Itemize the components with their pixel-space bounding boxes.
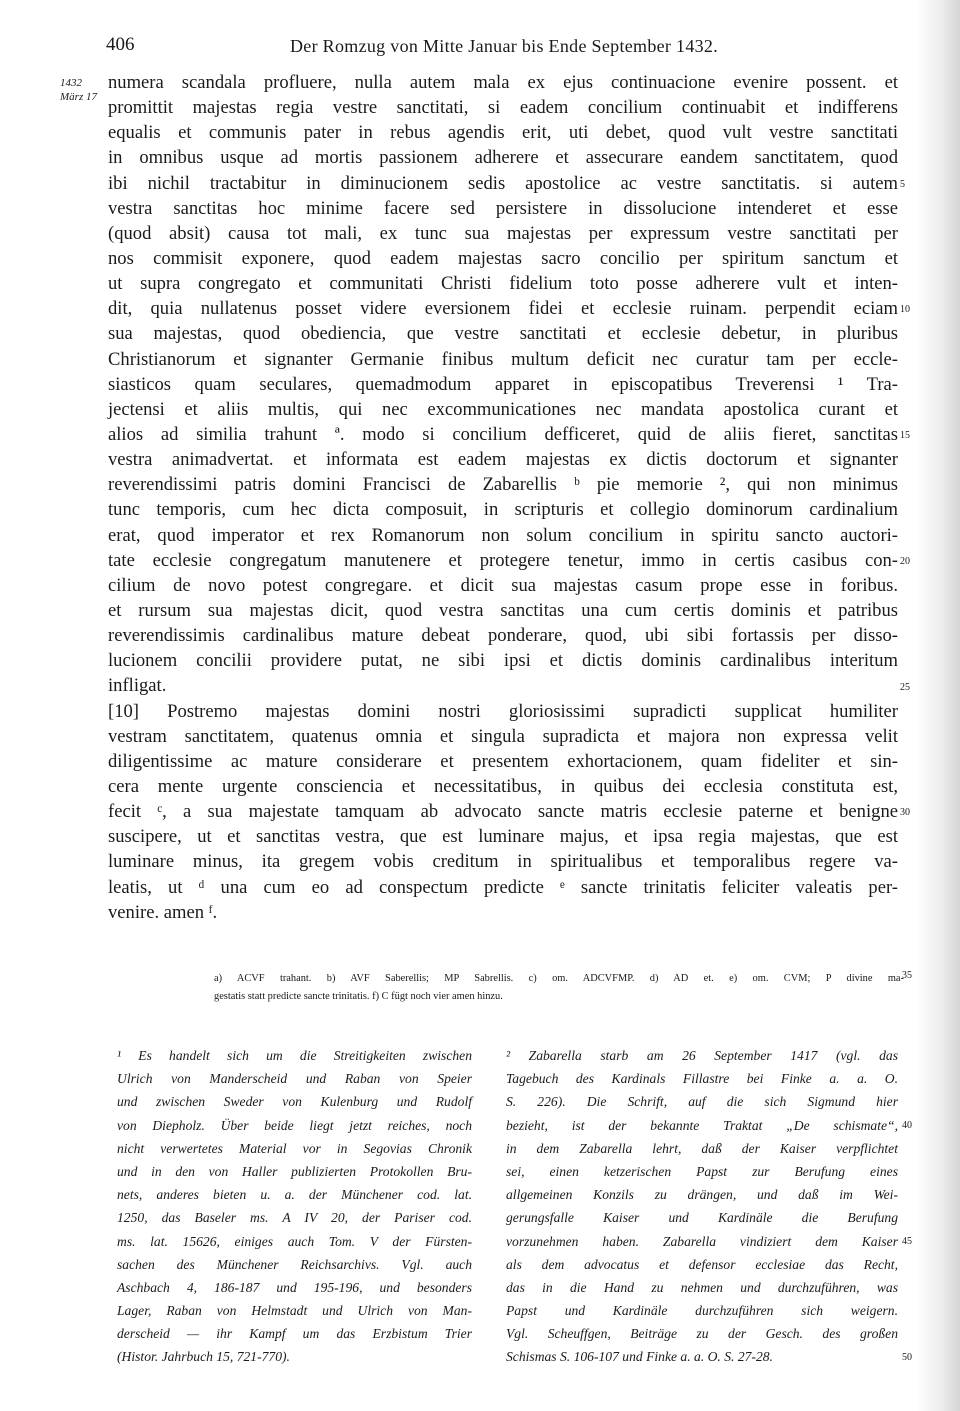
text-line: infligat. (108, 675, 167, 697)
text-line: vestra sanctitas hoc minime facere sed persistere in dissolucione intenderet et esse (108, 197, 898, 219)
page-edge-shadow (916, 0, 960, 1411)
text-line: das in die Hand zu nehmen und durchzuführen, was (506, 1279, 898, 1295)
text-line: [10] Postremo majestas domini nostri gloriosissimi supradicti supplicat humiliter (108, 700, 898, 722)
text-line: in dem Zabarella lehrt, daß der Kaiser verpflichtet (506, 1140, 898, 1156)
line-number: 45 (902, 1235, 912, 1247)
text-line: fecit ᶜ, a sua majestate tamquam ab advocato sancte matris ecclesie paterne et benigne (108, 801, 898, 823)
text-line: gestatis statt predicte sancte trinitatis. f) C fügt noch vier amen hinzu. (214, 991, 503, 1002)
text-line: nets, anderes bieten u. a. der Münchener cod. lat. (117, 1187, 472, 1203)
text-line: promittit majestas regia vestre sanctitati, si eadem concilium continuabit et indifferens (108, 97, 898, 119)
margin-year: 1432 (60, 77, 82, 89)
text-line: ut supra congregato et communitati Christi fidelium toto posse adherere vult et inten- (108, 273, 898, 295)
page-number: 406 (106, 34, 135, 55)
text-line: und zwischen Sweder von Kulenburg und Rudolf (117, 1094, 472, 1110)
text-line: nicht verwertetes Material vor in Segovias Chronik (117, 1140, 472, 1156)
text-line: luminare minus, ita gregem vobis creditum in spiritualibus et temporalibus regere va- (108, 851, 898, 873)
main-text (108, 70, 898, 925)
text-line: dit, quia nullatenus posset videre eversionem fidei et ecclesie ruinam. perpendit eciam (108, 298, 898, 320)
critical-apparatus (214, 970, 904, 1006)
text-line: ibi nichil tractabitur in diminucionem sedis apostolice ac vestre sanctitatis. si autem (108, 172, 898, 194)
text-line: Papst und Kardinäle durchzuführen sich weigern. (506, 1303, 898, 1319)
text-line: reverendissimi patris domini Francisci de Zabarellis ᵇ pie memorie ², qui non minimus (108, 474, 898, 496)
line-number: 5 (900, 178, 905, 190)
text-line: cilium de novo potest congregare. et dicit sua majestas casum prope esse in foribus. (108, 574, 898, 596)
text-line: jectensi et aliis multis, qui nec excommunicationes nec mandata apostolica curant et (108, 398, 898, 420)
text-line: vestram sanctitatem, quatenus omnia et singula supradicta et majora non expressa velit (108, 725, 898, 747)
apparatus-line-number: 35 (902, 970, 912, 981)
text-line: und in den von Haller publizierten Protokollen Bru- (117, 1163, 472, 1179)
running-header (0, 34, 960, 66)
text-line: Vgl. Scheuffgen, Beiträge zu der Gesch. des großen (506, 1326, 898, 1342)
line-number: 25 (900, 681, 910, 693)
text-line: bezieht, ist der bekannte Traktat „De schismate“, (506, 1117, 898, 1133)
footnote-left-column (117, 1044, 472, 1369)
text-line: Christianorum et signanter Germanie finibus multum deficit nec curatur tam per eccle- (108, 348, 898, 370)
text-line: vorzunehmen haben. Zabarella vindiziert dem Kaiser (506, 1233, 898, 1249)
text-line: cera mente urgente consciencia et necessitatibus, in quibus dei ecclesia constituta est, (108, 775, 898, 797)
text-line: venire. amen ᶠ. (108, 901, 218, 923)
text-line: ¹ Es handelt sich um die Streitigkeiten zwischen (117, 1048, 472, 1063)
line-number: 10 (900, 304, 910, 316)
margin-day: März 17 (60, 91, 97, 103)
text-line: ² Zabarella starb am 26 September 1417 (vgl. das (506, 1048, 898, 1063)
text-line: equalis et communis pater in rebus agendis erit, uti debet, quod vult vestre sanctitati (108, 122, 898, 144)
text-line: derscheid — ihr Kampf um das Erzbistum Trier (117, 1326, 472, 1342)
line-number: 50 (902, 1351, 912, 1363)
text-line: Tagebuch des Kardinals Fillastre bei Finke a. a. O. (506, 1071, 898, 1087)
text-line: (quod absit) causa tot mali, ex tunc sua majestas per expressum vestre sanctitati per (108, 222, 898, 244)
line-number: 30 (900, 807, 910, 819)
text-line: 1250, das Baseler ms. A IV 20, der Pariser cod. (117, 1210, 472, 1226)
text-line: leatis, ut ᵈ una cum eo ad conspectum predicte ᵉ sancte trinitatis feliciter valeatis per- (108, 876, 898, 898)
line-number: 15 (900, 430, 910, 442)
text-line: Aschbach 4, 186-187 und 195-196, und besonders (117, 1279, 472, 1295)
text-line: diligentissime ac mature considerare et presentem exhortacionem, quam fideliter et sin- (108, 750, 898, 772)
text-line: Schismas S. 106-107 und Finke a. a. O. S. 27-28. (506, 1349, 773, 1365)
text-line: sua majestas, quod obediencia, que vestre sanctitati et ecclesie debetur, in pluribus (108, 323, 898, 345)
text-line: erat, quod imperator et rex Romanorum non solum concilium in spiritu sancto auctori- (108, 524, 898, 546)
text-line: suscipere, ut et sanctitas vestra, que est luminare majus, et ipsa regia majestas, que est (108, 826, 898, 848)
text-line: siasticos quam seculares, quemadmodum apparet in episcopatibus Treverensi ¹ Tra- (108, 373, 898, 395)
text-line: reverendissimis cardinalibus mature debeat ponderare, quod, ubi sibi fortassis per disso- (108, 625, 898, 647)
text-line: als dem advocatus et defensor ecclesiae das Recht, (506, 1256, 898, 1272)
text-line: tate ecclesie congregatum manutenere et protegere tenetur, immo in certis casibus con- (108, 549, 898, 571)
text-line: sachen des Münchener Reichsarchivs. Vgl. auch (117, 1256, 472, 1272)
text-line: S. 226). Die Schrift, auf die sich Sigmund hier (506, 1094, 898, 1110)
text-line: tunc temporis, cum hec dicta composuit, in scripturis et collegio dominorum cardinalium (108, 499, 898, 521)
text-line: nos commisit exponere, quod eadem majestas sacro concilio per spiritum sanctum et (108, 247, 898, 269)
line-number: 20 (900, 555, 910, 567)
text-line: ms. lat. 15626, einiges auch Tom. V der Fürsten- (117, 1233, 472, 1249)
text-line: von Diepholz. Über beide liegt jetzt reiches, noch (117, 1117, 472, 1133)
footnote-right-column (506, 1044, 898, 1369)
text-line: (Histor. Jahrbuch 15, 721-770). (117, 1349, 290, 1365)
text-line: Ulrich von Manderscheid und Raban von Speier (117, 1071, 472, 1087)
text-line: in omnibus usque ad mortis passionem adherere et assecurare eandem sanctitatem, quod (108, 147, 898, 169)
text-line: allgemeinen Konzils zu drängen, und daß im Wei- (506, 1187, 898, 1203)
text-line: numera scandala profluere, nulla autem mala ex ejus continuacione evenire possent. et (108, 72, 898, 93)
line-number: 40 (902, 1119, 912, 1131)
running-title: Der Romzug von Mitte Januar bis Ende September 1432. (290, 36, 719, 56)
text-line: a) ACVF trahant. b) AVF Saberellis; MP Sabrellis. c) om. ADCVFMP. d) AD et. e) om. CVM; P divine ma- (214, 973, 904, 984)
text-line: et rursum sua majestas dicit, quod vestra sanctitas una cum certis dominis et patribus (108, 599, 898, 621)
text-line: alios ad similia trahunt ª. modo si concilium defficeret, quid de aliis fieret, sanctitas (108, 423, 898, 445)
margin-date-note (60, 76, 97, 104)
text-line: sei, einen ketzerischen Papst zur Berufung eines (506, 1163, 898, 1179)
text-line: vestra animadvertat. et informata est eadem majestas ex dictis doctorum et signanter (108, 449, 898, 471)
text-line: lucionem concilii providere putat, ne sibi ipsi et dictis dominis cardinalibus interitum (108, 650, 898, 672)
text-line: Lager, Raban von Helmstadt und Ulrich von Man- (117, 1303, 472, 1319)
text-line: gerungsfalle Kaiser und Kardinäle die Berufung (506, 1210, 898, 1226)
